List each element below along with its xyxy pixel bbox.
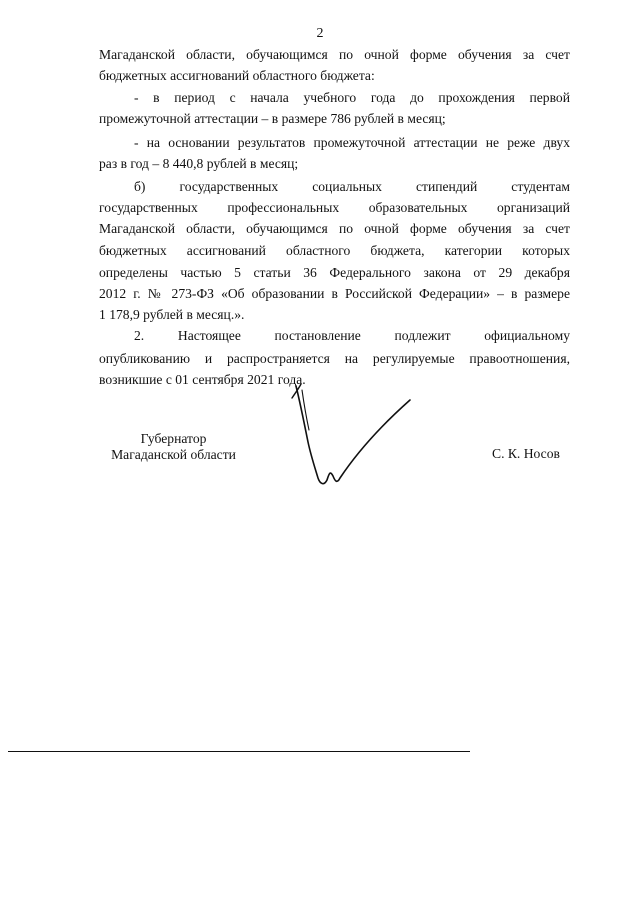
body-line: - в период с начала учебного года до прохождения первой (134, 90, 570, 105)
body-line: бюджетных ассигнований областного бюджета: (99, 68, 375, 83)
body-line: Магаданской области, обучающимся по очной форме обучения за счет (99, 47, 570, 62)
body-line: промежуточной аттестации – в размере 786 рублей в месяц; (99, 111, 446, 126)
body-line: возникшие с 01 сентября 2021 года. (99, 372, 306, 387)
handwritten-signature (282, 382, 417, 492)
page-number: 2 (316, 26, 324, 41)
body-line: - на основании результатов промежуточной аттестации не реже двух (134, 135, 570, 150)
body-line: 1 178,9 рублей в месяц.». (99, 307, 245, 322)
body-line: определены частью 5 статьи 36 Федерального закона от 29 декабря (99, 265, 570, 280)
signatory-title-line1: Губернатор (140, 431, 207, 446)
body-line: б) государственных социальных стипендий студентам (134, 179, 570, 194)
body-line: раз в год – 8 440,8 рублей в месяц; (99, 156, 299, 171)
signatory-title-line2: Магаданской области (111, 447, 236, 462)
body-line: 2012 г. № 273-ФЗ «Об образовании в Российской Федерации» – в размере (99, 286, 570, 301)
signatory-name: С. К. Носов (492, 446, 560, 461)
body-line: опубликованию и распространяется на регулируемые правоотношения, (99, 351, 570, 366)
body-line: государственных профессиональных образовательных организаций (99, 200, 570, 215)
body-line: Магаданской области, обучающимся по очной форме обучения за счет (99, 221, 570, 236)
footer-divider (8, 751, 470, 752)
body-line: 2. Настоящее постановление подлежит официальному (134, 328, 570, 343)
signatory-title (96, 431, 251, 463)
body-line: бюджетных ассигнований областного бюджета, категории которых (99, 243, 570, 258)
